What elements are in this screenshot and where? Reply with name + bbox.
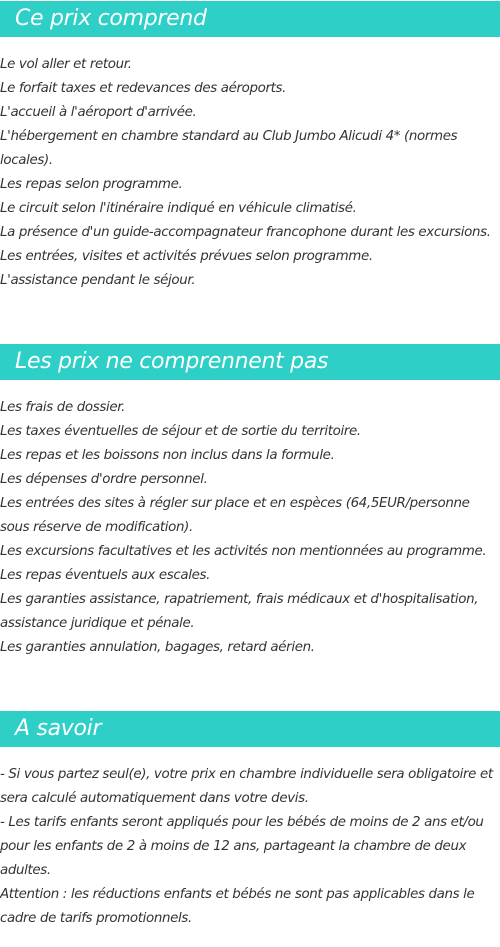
section-good-to-know: [0, 711, 500, 931]
list-item: - Les tarifs enfants seront appliqués pour les bébés de moins de 2 ans et/ou pour les enfants de 2 à moins de 12 ans, partageant la chambre de deux adultes.: [0, 815, 484, 878]
list-item: La présence d'un guide-accompagnateur francophone durant les excursions.: [0, 225, 491, 240]
info-items-list: [0, 763, 500, 931]
list-item: Les repas éventuels aux escales.: [0, 568, 211, 583]
list-item: Les repas selon programme.: [0, 177, 183, 192]
included-items-list: [0, 53, 500, 293]
list-item: L'assistance pendant le séjour.: [0, 273, 196, 288]
list-item: Les dépenses d'ordre personnel.: [0, 472, 208, 487]
list-item: Les entrées des sites à régler sur place et en espèces (64,5EUR/personne sous réserve de modification).: [0, 496, 470, 535]
list-item: - Si vous partez seul(e), votre prix en chambre individuelle sera obligatoire et sera calculé automatiquement dans votre devis.: [0, 767, 493, 806]
section-price-excludes: [0, 344, 500, 660]
section-heading: Les prix ne comprennent pas: [0, 344, 500, 380]
list-item: Les frais de dossier.: [0, 400, 126, 415]
list-item: Les taxes éventuelles de séjour et de sortie du territoire.: [0, 424, 361, 439]
section-heading: Ce prix comprend: [0, 1, 500, 37]
list-item: L'hébergement en chambre standard au Club Jumbo Alicudi 4* (normes locales).: [0, 129, 458, 168]
list-item: Le vol aller et retour.: [0, 57, 132, 72]
excluded-items-list: [0, 396, 500, 660]
list-item: Attention : les réductions enfants et bébés ne sont pas applicables dans le cadre de tarifs promotionnels.: [0, 887, 475, 926]
list-item: Les garanties assistance, rapatriement, frais médicaux et d'hospitalisation, assistance juridique et pénale.: [0, 592, 479, 631]
list-item: L'accueil à l'aéroport d'arrivée.: [0, 105, 197, 120]
section-price-includes: [0, 1, 500, 293]
list-item: Les entrées, visites et activités prévues selon programme.: [0, 249, 373, 264]
list-item: Le forfait taxes et redevances des aéroports.: [0, 81, 287, 96]
list-item: Les excursions facultatives et les activités non mentionnées au programme.: [0, 544, 487, 559]
section-heading: A savoir: [0, 711, 500, 747]
list-item: Les garanties annulation, bagages, retard aérien.: [0, 640, 315, 655]
list-item: Le circuit selon l'itinéraire indiqué en véhicule climatisé.: [0, 201, 357, 216]
list-item: Les repas et les boissons non inclus dans la formule.: [0, 448, 335, 463]
